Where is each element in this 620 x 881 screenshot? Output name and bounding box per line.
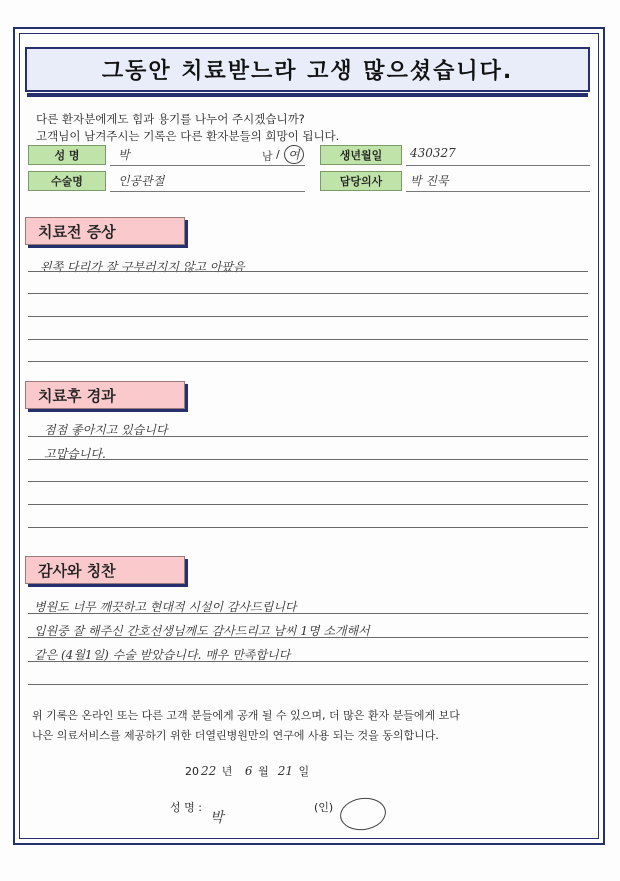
birth-underline	[406, 165, 590, 166]
date-month-label: 월	[258, 765, 269, 778]
signature-label: 성 명 :	[170, 801, 202, 814]
date-prefix: 20	[185, 765, 199, 778]
thanks-text-2[interactable]: 입원중 잘 해주신 간호선생님께도 감사드리고 남씨 1명 소개해서	[34, 624, 370, 638]
doctor-underline	[406, 191, 590, 192]
intro-line-1: 다른 환자분에게도 힘과 용기를 나누어 주시겠습니까?	[36, 112, 305, 126]
date-month[interactable]: 6	[244, 764, 253, 778]
thanks-text-1[interactable]: 병원도 너무 깨끗하고 현대적 시설이 감사드립니다	[34, 600, 297, 614]
surgery-value[interactable]: 인공관절	[118, 174, 165, 188]
after-line	[28, 504, 588, 505]
gender-value[interactable]: 여	[284, 145, 304, 164]
after-line	[28, 527, 588, 528]
section-after-title: 치료후 경과	[25, 381, 185, 409]
info-row-1: 성 명 박 남 / 여 생년월일 430327	[28, 145, 590, 167]
surgery-underline	[110, 191, 305, 192]
before-line	[28, 293, 588, 294]
signature-value[interactable]: 박	[210, 810, 224, 826]
section-thanks-title: 감사와 칭찬	[25, 556, 185, 584]
consent-line-1: 위 기록은 온라인 또는 다른 고객 분들에게 공개 될 수 있으며, 더 많은 환자 분들에게 보다	[32, 709, 460, 722]
thanks-text-3[interactable]: 같은 (4월1일) 수술 받았습니다. 매우 만족합니다	[34, 648, 291, 662]
date-day[interactable]: 21	[277, 764, 293, 778]
before-text-1[interactable]: 왼쪽 다리가 잘 구부러지지 않고 아팠음	[40, 260, 245, 274]
birth-value[interactable]: 430327	[410, 146, 456, 160]
intro-line-2: 고객님이 남겨주시는 기록은 다른 환자분들의 희망이 됩니다.	[36, 129, 340, 143]
name-underline	[110, 165, 305, 166]
info-row-2	[28, 171, 590, 193]
signature-row	[170, 799, 334, 826]
section-before-title: 치료전 증상	[25, 217, 185, 245]
name-label: 성 명	[28, 145, 106, 165]
date-row	[185, 763, 311, 779]
date-year[interactable]: 22	[201, 764, 217, 778]
name-value[interactable]: 박	[118, 148, 130, 162]
before-line	[28, 361, 588, 362]
after-text-2[interactable]: 고맙습니다.	[44, 447, 106, 461]
doctor-value[interactable]: 박 진묵	[410, 174, 449, 188]
birth-label: 생년월일	[320, 145, 402, 165]
date-year-label: 년	[221, 765, 233, 778]
date-day-label: 일	[298, 765, 310, 778]
seal-label: (인)	[314, 801, 334, 814]
thanks-line	[28, 613, 588, 614]
consent-line-2: 나은 의료서비스를 제공하기 위한 더열린병원만의 연구에 사용 되는 것을 동의합니다.	[32, 729, 439, 742]
thanks-line	[28, 637, 588, 638]
doctor-label: 담당의사	[320, 171, 402, 191]
form-title: 그동안 치료받느라 고생 많으셨습니다.	[101, 59, 514, 84]
after-line	[28, 481, 588, 482]
form-title-banner	[25, 47, 590, 92]
after-line	[28, 436, 588, 437]
after-text-1[interactable]: 점점 좋아지고 있습니다	[44, 423, 168, 437]
thanks-line	[28, 684, 588, 685]
gender-male-label: 남	[262, 150, 273, 163]
after-line	[28, 459, 588, 460]
surgery-label: 수술명	[28, 171, 106, 191]
thanks-line	[28, 661, 588, 662]
before-line	[28, 316, 588, 317]
before-line	[28, 339, 588, 340]
before-line	[28, 271, 588, 272]
